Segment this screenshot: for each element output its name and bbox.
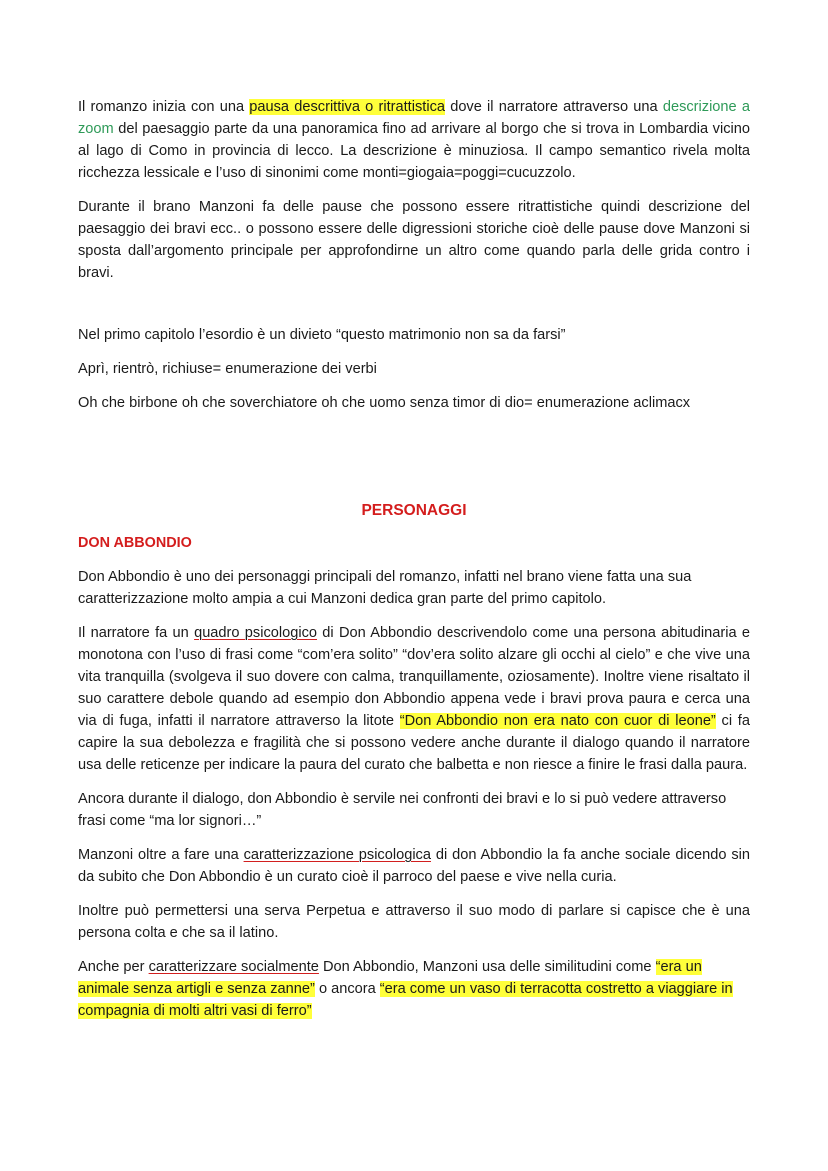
spacer bbox=[78, 522, 750, 532]
underlined-phrase: caratterizzazione psicologica bbox=[243, 847, 431, 863]
text-run: Anche per bbox=[78, 959, 149, 975]
spacer bbox=[78, 426, 750, 500]
text-run: Il romanzo inizia con una bbox=[78, 99, 250, 115]
section-subtitle: DON ABBONDIO bbox=[78, 535, 192, 551]
text-run: ci fa capire la sua debolezza e fragilità che si possono vedere anche durante il dialogo quando il narratore usa delle reticenze per indicare la paura del curato che balbetta e non riesce a finire le frasi dalla paura. bbox=[78, 713, 750, 773]
intro-paragraph-3: Nel primo capitolo l’esordio è un divieto “questo matrimonio non sa da farsi” bbox=[78, 327, 566, 343]
text-run: di Don Abbondio descrivendolo come una persona abitudinaria e monotona con l’uso di frasi come “com’era solito” “dov’era solito alzare gli occhi al cielo” e che vive una vita tranquilla (svolgeva il suo dovere con calma, tranquillamente, oziosamente). Inoltre viene risaltato il suo carattere debole quando ad esempio don Abbondio appena vede i bravi prova paura e cerca una via di fuga, infatti il narratore attraverso la litote bbox=[78, 625, 751, 729]
intro-paragraph-4: Aprì, rientrò, richiuse= enumerazione dei verbi bbox=[78, 361, 377, 377]
abbondio-paragraph-5: Inoltre può permettersi una serva Perpetua e attraverso il suo modo di parlare si capisce che è una persona colta e che sa il latino. bbox=[78, 903, 750, 941]
green-phrase: descrizione a zoom bbox=[78, 99, 750, 137]
abbondio-paragraph-3: Ancora durante il dialogo, don Abbondio è servile nei confronti dei bravi e lo si può vedere attraverso frasi come “ma lor signori…” bbox=[78, 791, 727, 829]
section-title: PERSONAGGI bbox=[361, 502, 467, 519]
abbondio-paragraph-2 bbox=[78, 622, 750, 776]
intro-paragraph-2: Durante il brano Manzoni fa delle pause che possono essere ritrattistiche quindi descrizione del paesaggio dei bravi ecc.. o possono essere delle digressioni storiche cioè delle pause dove Manzoni si sposta dall’argomento principale per approfondirne un altro come quando parla delle grida contro i bravi. bbox=[78, 199, 750, 281]
abbondio-paragraph-6 bbox=[78, 956, 750, 1022]
spacer bbox=[78, 554, 750, 566]
intro-paragraph-1 bbox=[78, 96, 750, 184]
text-run: del paesaggio parte da una panoramica fino ad arrivare al borgo che si trova in Lombardia vicino al lago di Como in provincia di lecco. La descrizione è minuziosa. Il campo semantico rivela molta ricchezza lessicale e l’uso di sinonimi come monti=giogaia=poggi=cucuzzolo. bbox=[78, 121, 750, 181]
document-page bbox=[78, 96, 750, 1034]
text-run: Don Abbondio, Manzoni usa delle similitudini come bbox=[318, 959, 656, 975]
intro-paragraph-5: Oh che birbone oh che soverchiatore oh che uomo senza timor di dio= enumerazione aclimacx bbox=[78, 395, 691, 411]
text-run: Manzoni oltre a fare una bbox=[78, 847, 244, 863]
spacer bbox=[78, 296, 750, 324]
abbondio-paragraph-1: Don Abbondio è uno dei personaggi principali del romanzo, infatti nel brano viene fatta una sua caratterizzazione molto ampia a cui Manzoni dedica gran parte del primo capitolo. bbox=[78, 569, 692, 607]
underlined-phrase: caratterizzare socialmente bbox=[148, 959, 319, 975]
highlighted-quote: “era come un vaso di terracotta costretto a viaggiare in compagnia di molti altri vasi di ferro” bbox=[78, 981, 733, 1019]
text-run: o ancora bbox=[314, 981, 380, 997]
abbondio-paragraph-4 bbox=[78, 844, 750, 888]
text-run: di don Abbondio la fa anche sociale dicendo sin da subito che Don Abbondio è un curato cioè il parroco del paese e vive nella curia. bbox=[78, 847, 750, 885]
text-run: Il narratore fa un bbox=[78, 625, 195, 641]
highlighted-phrase: pausa descrittiva o ritrattistica bbox=[249, 99, 445, 115]
highlighted-quote: “era un animale senza artigli e senza zanne” bbox=[78, 959, 702, 997]
text-run: dove il narratore attraverso una bbox=[444, 99, 663, 115]
underlined-phrase: quadro psicologico bbox=[194, 625, 318, 641]
highlighted-quote: “Don Abbondio non era nato con cuor di leone” bbox=[399, 713, 716, 729]
